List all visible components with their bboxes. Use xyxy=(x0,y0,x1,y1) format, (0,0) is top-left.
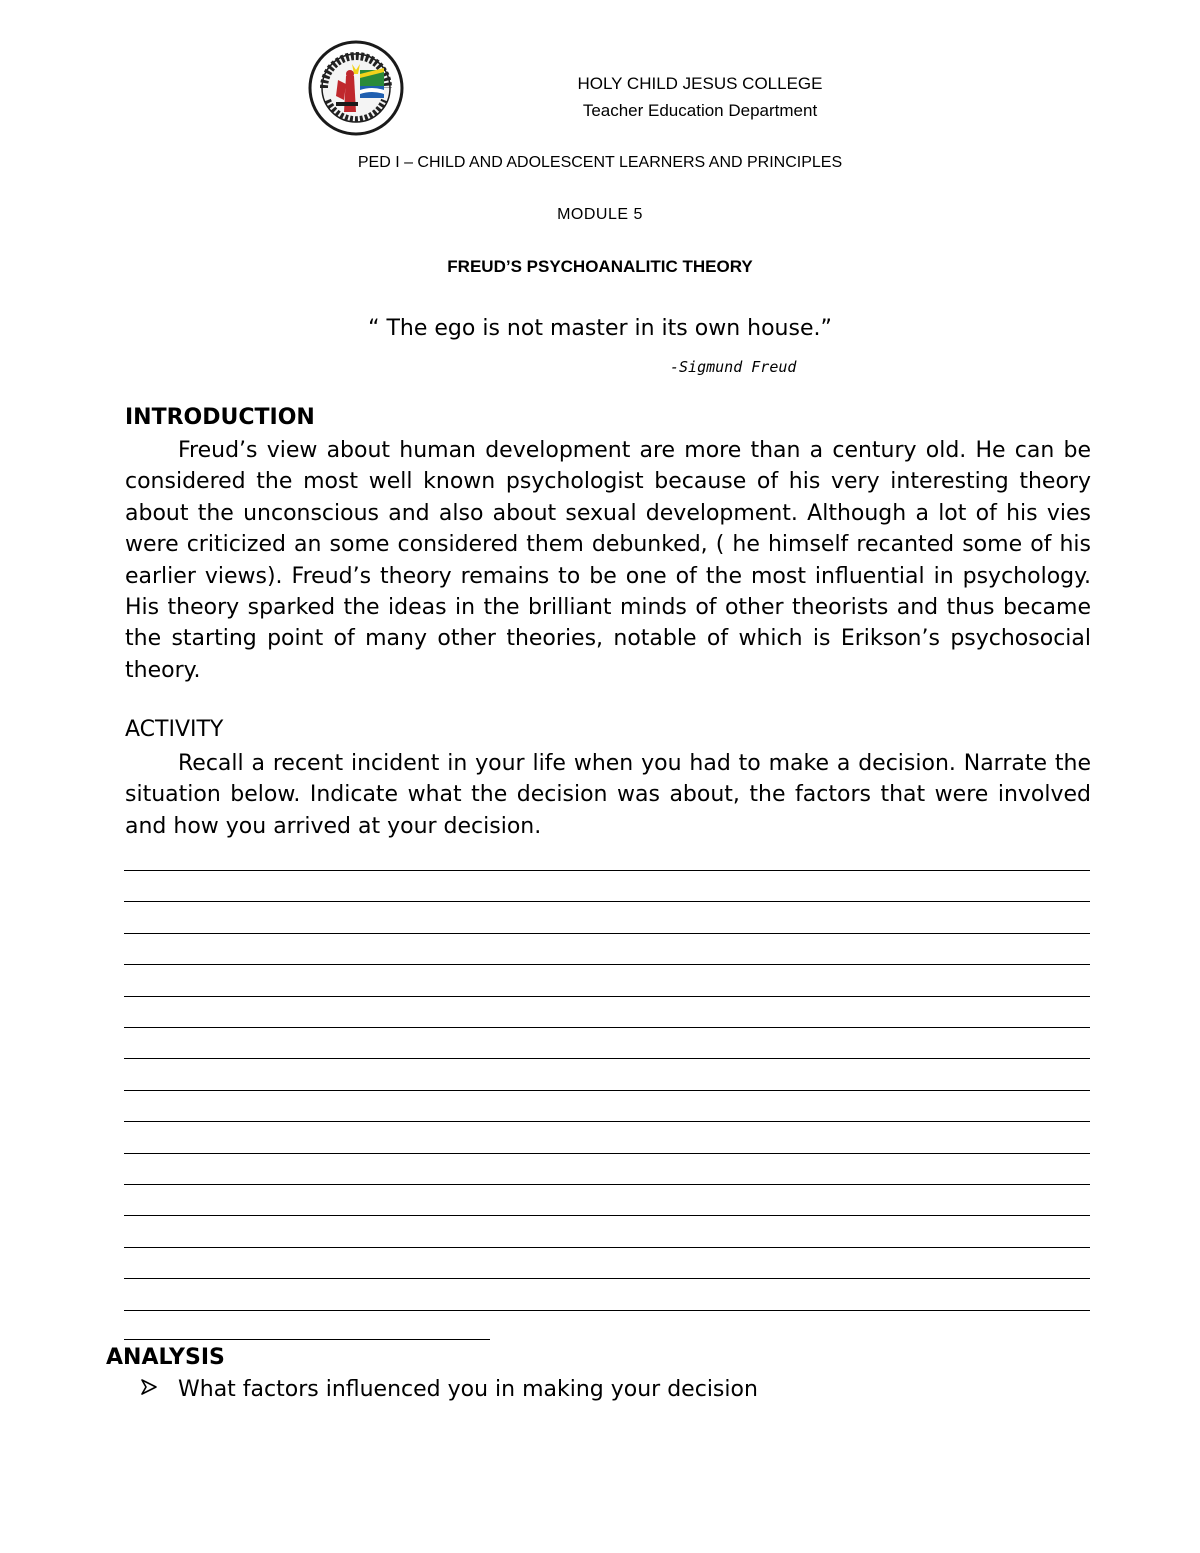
activity-heading: ACTIVITY xyxy=(125,717,224,742)
answer-line[interactable] xyxy=(124,901,1090,902)
answer-line[interactable] xyxy=(124,1278,1090,1279)
answer-line[interactable] xyxy=(124,1153,1090,1154)
answer-line[interactable] xyxy=(124,996,1090,997)
answer-line[interactable] xyxy=(124,964,1090,965)
activity-paragraph: Recall a recent incident in your life when you had to make a decision. Narrate the situation below. Indicate what the decision was about, the factors that were involved and how you arrived at your decision. xyxy=(125,751,1091,839)
epigraph-quote: “ The ego is not master in its own house.” xyxy=(368,316,832,341)
college-name: HOLY CHILD JESUS COLLEGE xyxy=(577,74,823,93)
analysis-item xyxy=(140,1377,758,1402)
arrow-bullet-icon xyxy=(140,1377,162,1402)
page-title: FREUD’S PSYCHOANALITIC THEORY xyxy=(447,257,753,276)
answer-line[interactable] xyxy=(124,1058,1090,1059)
answer-line[interactable] xyxy=(124,1184,1090,1185)
introduction-paragraph: Freud’s view about human development are more than a century old. He can be considered the most well known psychologist because of his very interesting theory about the unconscious and also about sexual development. Although a lot of his vies were criticized an some considered them debunked, ( he himself recanted some of his earlier views). Freud’s theory remains to be one of the most influential in psychology. His theory sparked the ideas in the brilliant minds of other theorists and thus became the starting point of many other theories, notable of which is Erikson’s psychosocial theory. xyxy=(125,438,1091,683)
answer-line[interactable] xyxy=(124,870,1090,871)
answer-line[interactable] xyxy=(124,1247,1090,1248)
answer-line[interactable] xyxy=(124,1027,1090,1028)
answer-line[interactable] xyxy=(124,1310,1090,1311)
answer-line[interactable] xyxy=(124,1215,1090,1216)
quote-author: -Sigmund Freud xyxy=(670,358,797,376)
answer-line[interactable] xyxy=(124,933,1090,934)
analysis-item-text: What factors influenced you in making your decision xyxy=(178,1377,758,1402)
course-title: PED I – CHILD AND ADOLESCENT LEARNERS AND PRINCIPLES xyxy=(357,154,843,171)
answer-line[interactable] xyxy=(124,1121,1090,1122)
analysis-heading: ANALYSIS xyxy=(106,1345,225,1370)
answer-line-short[interactable] xyxy=(124,1339,490,1340)
introduction-heading: INTRODUCTION xyxy=(125,405,315,430)
department-name: Teacher Education Department xyxy=(582,101,818,120)
module-number: MODULE 5 xyxy=(557,206,643,223)
answer-line[interactable] xyxy=(124,1090,1090,1091)
